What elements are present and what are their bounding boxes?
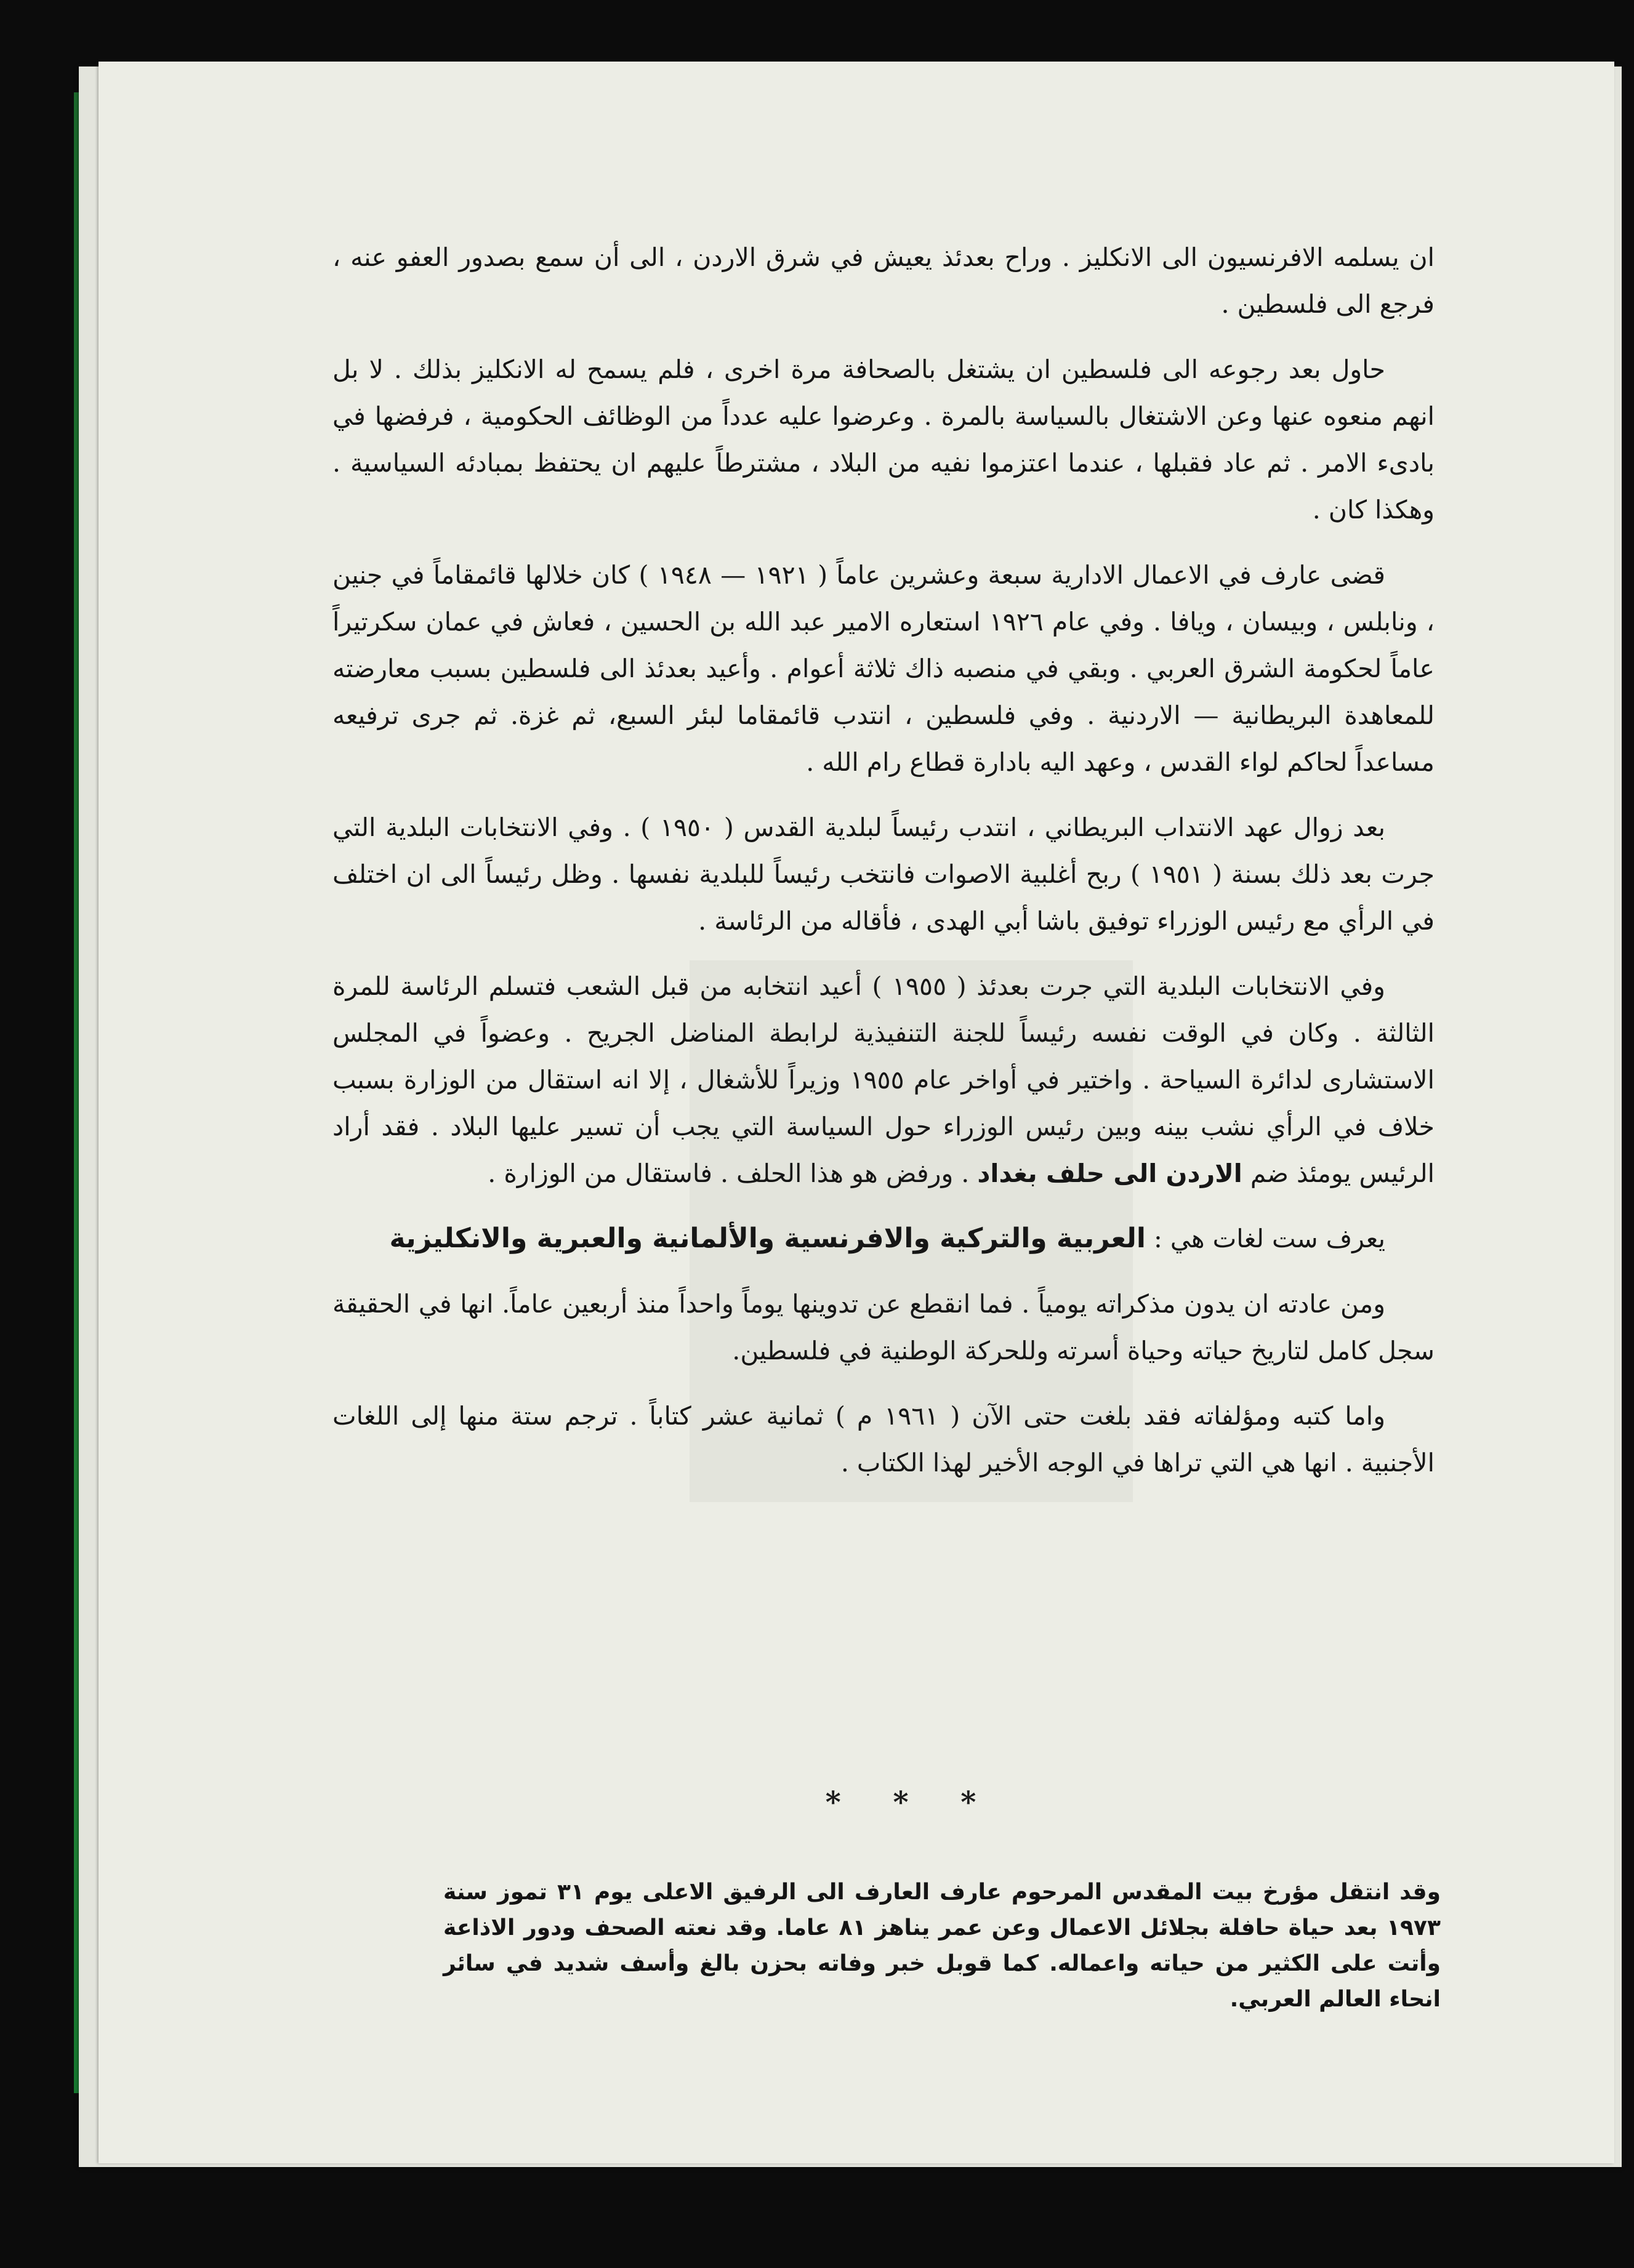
paragraph-1: ان يسلمه الافرنسيون الى الانكليز . وراح بعدئذ يعيش في شرق الاردن ، الى أن سمع بصدور العفو عنه ، فرجع الى فلسطين . [332,243,1435,319]
languages-intro: يعرف ست لغات هي : [1153,1224,1385,1253]
bold-phrase: الاردن الى حلف بغداد [977,1159,1242,1188]
paragraph-5-tail: . ورفض هو هذا الحلف . فاستقال من الوزارة . [488,1159,970,1188]
body-text [332,234,1435,1896]
paragraph-3: قضى عارف في الاعمال الادارية سبعة وعشرين عاماً ( ١٩٢١ — ١٩٤٨ ) كان خلالها قائمقاماً في جنين ، ونابلس ، وبيسان ، ويافا . وفي عام ١٩٢٦ استعاره الامير عبد الله بن الحسين ، فعاش في عمان سكرتيراً عاماً لحكومة الشرق العربي . وبقي في منصبه ذاك ثلاثة أعوام . وأعيد بعدئذ الى فلسطين بسبب معارضته للمعاهدة البريطانية — الاردنية . وفي فلسطين ، انتدب قائمقاما لبئر السبع، ثم غزة. ثم جرى ترفيعه مساعداً لحاكم لواء القدس ، وعهد اليه بادارة قطاع رام الله . [332,560,1435,777]
section-separator: * * * [825,1785,997,1820]
paragraph-2: حاول بعد رجوعه الى فلسطين ان يشتغل بالصحافة مرة اخرى ، فلم يسمح له الانكليز بذلك . لا بل انهم منعوه عنها وعن الاشتغال بالسياسة بالمرة . وعرضوا عليه عدداً من الوظائف الحكومية ، فرفضها في بادىء الامر . ثم عاد فقبلها ، عندما اعتزموا نفيه من البلاد ، مشترطاً عليهم ان يحتفظ بمبادئه السياسية . وهكذا كان . [332,355,1435,525]
paragraph-5-text: وفي الانتخابات البلدية التي جرت بعدئذ ( ١٩٥٥ ) أعيد انتخابه من قبل الشعب فتسلم الرئاسة للمرة الثالثة . وكان في الوقت نفسه رئيساً للجنة التنفيذية لرابطة المناضل الجريح . وعضواً في المجلس الاستشارى لدائرة السياحة . واختير في أواخر عام ١٩٥٥ وزيراً للأشغال ، إلا انه استقال من الوزارة بسبب خلاف في الرأي نشب بينه وبين رئيس الوزراء حول السياسة التي يجب أن تسير عليها البلاد . فقد أراد الرئيس يومئذ ضم [332,971,1435,1188]
obituary-text: وقد انتقل مؤرخ بيت المقدس المرحوم عارف العارف الى الرفيق الاعلى يوم ٣١ تموز سنة ١٩٧٣ بعد حياة حافلة بجلائل الاعمال وعن عمر يناهز ٨١ عاما. وقد نعته الصحف ودور الاذاعة وأتت على الكثير من حياته واعماله. كما قوبل خبر وفاته بحزن بالغ وأسف شديد في سائر انحاء العالم العربي. [443,1880,1441,2012]
languages-paragraph [332,1215,1435,1262]
diary-paragraph: ومن عادته ان يدون مذكراته يومياً . فما انقطع عن تدوينها يوماً واحداً منذ أربعين عاماً. انها في الحقيقة سجل كامل لتاريخ حياته وحياة أسرته وللحركة الوطنية في فلسطين. [332,1289,1435,1365]
obituary-note [443,1875,1441,2017]
books-paragraph: واما كتبه ومؤلفاته فقد بلغت حتى الآن ( ١٩٦١ م ) ثمانية عشر كتاباً . ترجم ستة منها إلى اللغات الأجنبية . انها هي التي تراها في الوجه الأخير لهذا الكتاب . [332,1401,1435,1478]
paragraph-5 [332,963,1435,1197]
paragraph-4: بعد زوال عهد الانتداب البريطاني ، انتدب رئيساً لبلدية القدس ( ١٩٥٠ ) . وفي الانتخابات البلدية التي جرت بعد ذلك بسنة ( ١٩٥١ ) ربح أغلبية الاصوات فانتخب رئيساً للبلدية نفسها . وظل رئيساً الى ان اختلف في الرأي مع رئيس الوزراء توفيق باشا أبي الهدى ، فأقاله من الرئاسة . [332,813,1435,936]
languages-list: العربية والتركية والافرنسية والألمانية والعبرية والانكليزية [389,1223,1146,1254]
